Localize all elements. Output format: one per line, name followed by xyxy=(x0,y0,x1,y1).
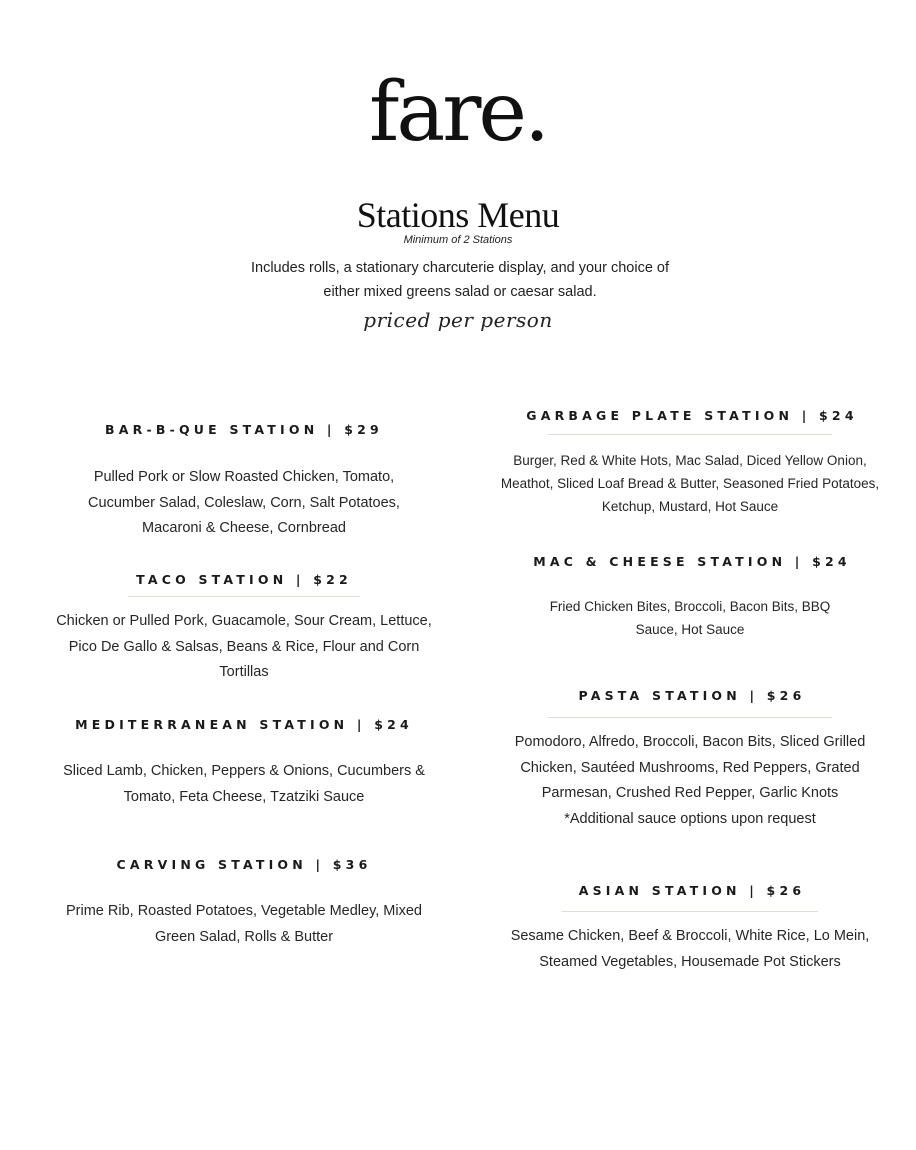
page-title: Stations Menu xyxy=(356,195,560,235)
mac-cheese-station-description: Fried Chicken Bites, Broccoli, Bacon Bits, BBQ Sauce, Hot Sauce xyxy=(549,599,831,637)
bbq-station-heading: BAR-B-QUE STATION | $29 xyxy=(105,422,383,437)
pasta-station-heading: PASTA STATION | $26 xyxy=(578,688,806,703)
bbq-station-description: Pulled Pork or Slow Roasted Chicken, Tomato, Cucumber Salad, Coleslaw, Corn, Salt Potatoes, Macaroni & Cheese, Cornbread xyxy=(88,469,400,536)
asian-station-description: Sesame Chicken, Beef & Broccoli, White Rice, Lo Mein, Steamed Vegetables, Housemade Pot Stickers xyxy=(510,928,870,970)
asian-station-heading: ASIAN STATION | $26 xyxy=(578,883,806,898)
taco-station-heading: TACO STATION | $22 xyxy=(136,572,352,587)
pasta-station-divider xyxy=(548,717,832,718)
garbage-plate-station-heading: GARBAGE PLATE STATION | $24 xyxy=(526,408,858,423)
pasta-station-description: Pomodoro, Alfredo, Broccoli, Bacon Bits, Sliced Grilled Chicken, Sautéed Mushrooms, Red Peppers, Grated Parmesan, Crushed Red Pepper, Garlic Knots xyxy=(514,734,866,801)
carving-station-description: Prime Rib, Roasted Potatoes, Vegetable Medley, Mixed Green Salad, Rolls & Butter xyxy=(66,903,422,945)
pricing-note: priced per person xyxy=(363,308,553,332)
asian-station-divider xyxy=(562,911,818,912)
pasta-station-note: *Additional sauce options upon request xyxy=(564,811,816,827)
taco-station-divider xyxy=(128,596,360,597)
mediterranean-station-heading: MEDITERRANEAN STATION | $24 xyxy=(75,717,413,732)
mac-cheese-station-heading: MAC & CHEESE STATION | $24 xyxy=(533,554,851,569)
carving-station-heading: CARVING STATION | $36 xyxy=(116,857,372,872)
taco-station-description: Chicken or Pulled Pork, Guacamole, Sour Cream, Lettuce, Pico De Gallo & Salsas, Beans & Rice, Flour and Corn Tortillas xyxy=(56,613,432,680)
garbage-plate-station-divider xyxy=(548,434,832,435)
brand-logo: fare. xyxy=(368,65,548,160)
minimum-stations-note: Minimum of 2 Stations xyxy=(403,234,513,246)
menu-intro: Includes rolls, a stationary charcuterie display, and your choice of either mixed greens salad or caesar salad. xyxy=(250,260,670,300)
garbage-plate-station-description: Burger, Red & White Hots, Mac Salad, Diced Yellow Onion, Meathot, Sliced Loaf Bread & Butter, Seasoned Fried Potatoes, Ketchup, Mustard, Hot Sauce xyxy=(500,453,880,514)
mediterranean-station-description: Sliced Lamb, Chicken, Peppers & Onions, Cucumbers & Tomato, Feta Cheese, Tzatziki Sauce xyxy=(63,763,425,805)
